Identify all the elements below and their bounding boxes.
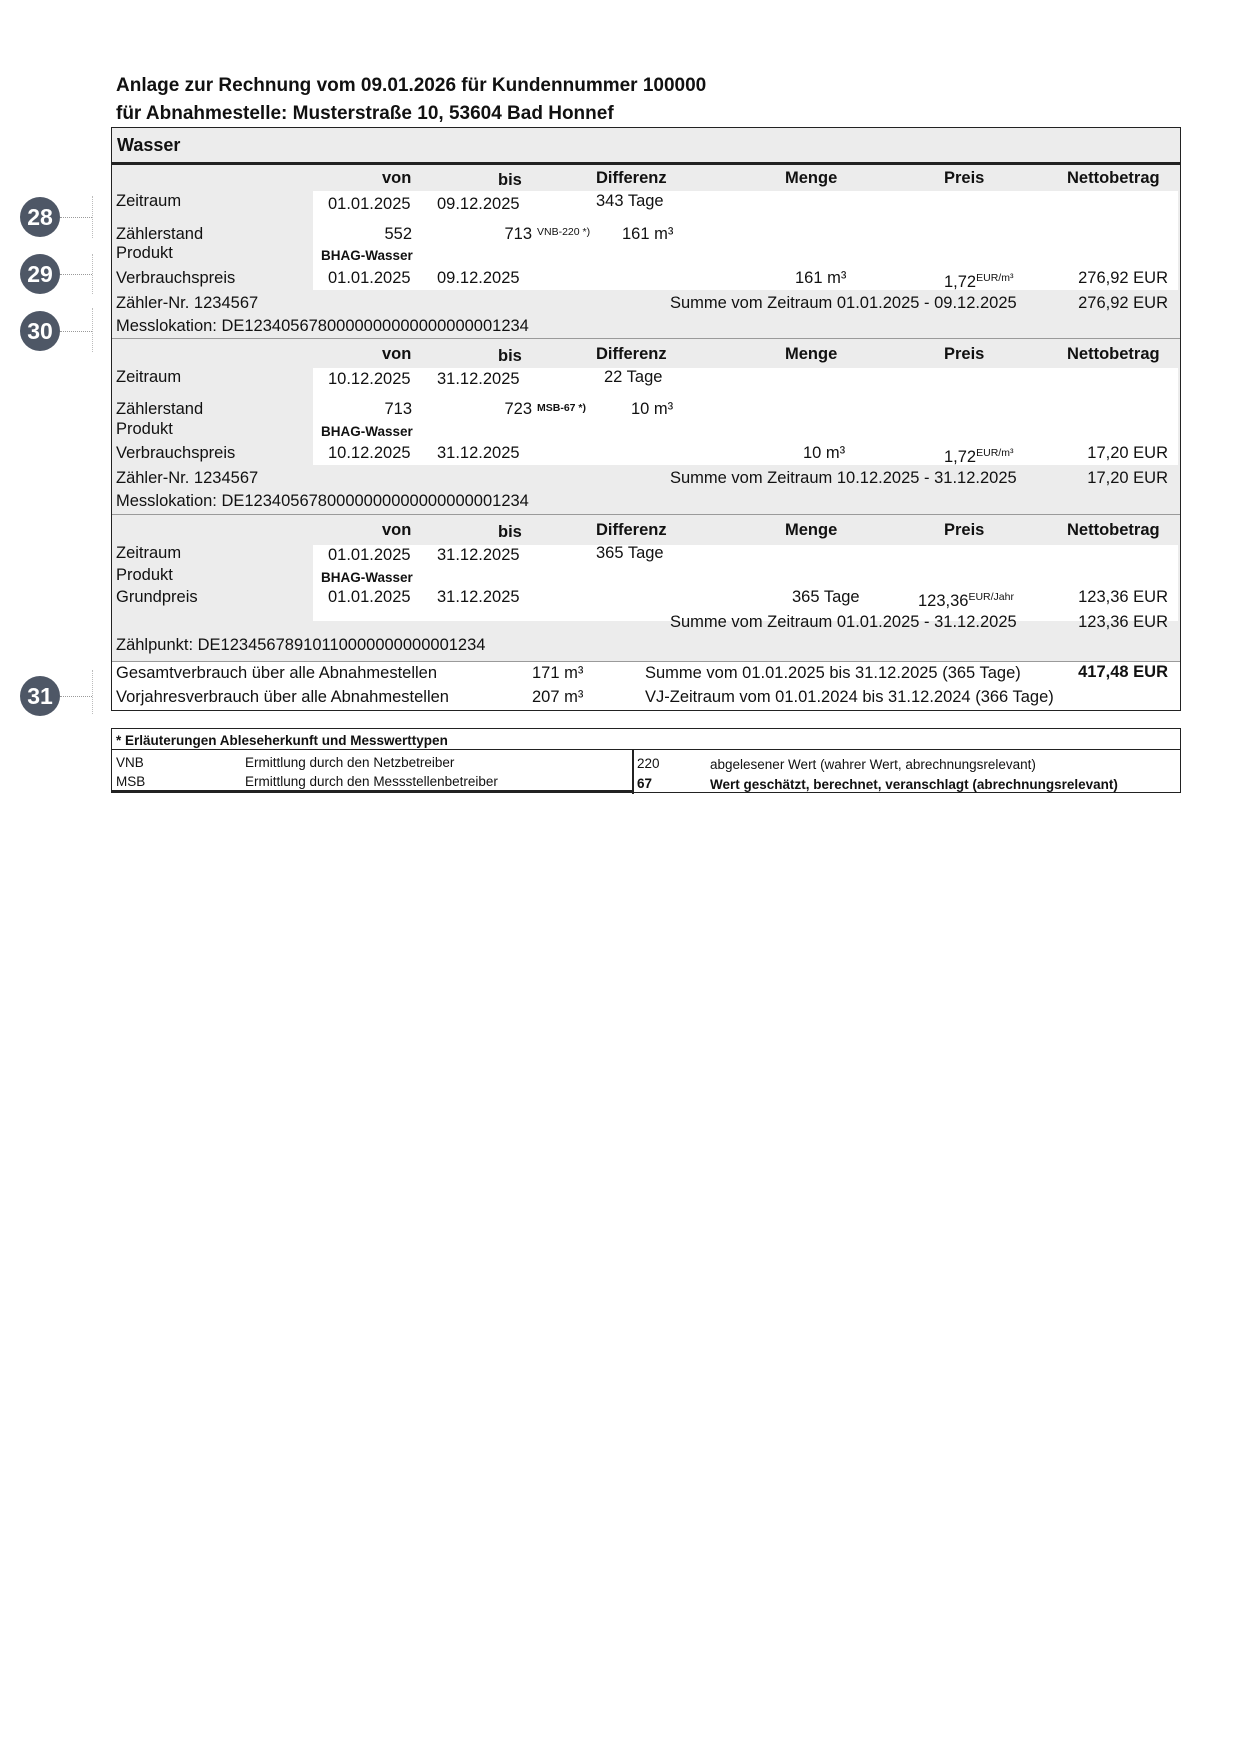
- zaehler-nr: Zähler-Nr. 1234567: [116, 294, 259, 312]
- col-preis: Preis: [944, 345, 985, 363]
- preis-wert: 123,36: [918, 592, 969, 610]
- zaehlerstand-bis: 723: [504, 400, 532, 418]
- zeitraum-von: 01.01.2025: [328, 546, 411, 564]
- verbrauchspreis-netto: 276,92 EUR: [1078, 269, 1168, 287]
- marker-31-leader: [60, 696, 92, 697]
- preis-wert: 1,72: [944, 448, 977, 466]
- gesamtverbrauch-menge: 171 m³: [532, 664, 584, 682]
- summe-zeitraum-wert: 123,36 EUR: [1078, 613, 1168, 631]
- verbrauchspreis-bis: 09.12.2025: [437, 269, 520, 287]
- zaehlerstand-diff: 161 m³: [622, 225, 674, 243]
- zeitraum-label: Zeitraum: [116, 368, 182, 386]
- marker-29: 29: [20, 254, 60, 294]
- preis-einheit: EUR/m³: [976, 447, 1014, 459]
- col-bis: bis: [498, 347, 522, 365]
- verbrauchspreis-menge: 10 m³: [803, 444, 846, 462]
- legend-code-msb: MSB: [116, 774, 146, 789]
- summe-zeitraum-label: Summe vom Zeitraum 01.01.2025 - 09.12.2025: [670, 294, 1017, 312]
- legend-text-220: abgelesener Wert (wahrer Wert, abrechnungsrelevant): [710, 757, 1036, 772]
- grundpreis-netto: 123,36 EUR: [1078, 588, 1168, 606]
- divider: [112, 163, 1180, 165]
- col-differenz: Differenz: [596, 169, 667, 187]
- zeitraum-von: 01.01.2025: [328, 195, 411, 213]
- marker-29-bracket: [92, 254, 93, 294]
- col-bis: bis: [498, 171, 522, 189]
- legend-code-vnb: VNB: [116, 755, 144, 770]
- produkt-label: Produkt: [116, 420, 173, 438]
- zaehlerstand-code: MSB-67 *): [537, 402, 587, 414]
- col-von: von: [382, 169, 412, 187]
- produkt-name: BHAG-Wasser: [321, 570, 413, 585]
- zaehlerstand-label: Zählerstand: [116, 400, 204, 418]
- verbrauchspreis-label: Verbrauchspreis: [116, 444, 236, 462]
- grundpreis-bis: 31.12.2025: [437, 588, 520, 606]
- col-bis: bis: [498, 523, 522, 541]
- marker-31-bracket: [92, 670, 93, 714]
- zaehlerstand-code: VNB-220 *): [537, 226, 591, 238]
- legend-box: [111, 728, 1181, 793]
- zaehlerstand-label: Zählerstand: [116, 225, 204, 243]
- marker-29-leader: [60, 274, 92, 275]
- zeitraum-diff: 365 Tage: [596, 544, 664, 562]
- zeitraum-diff: 343 Tage: [596, 192, 664, 210]
- summe-zeitraum-wert: 17,20 EUR: [1087, 469, 1168, 487]
- divider: [112, 338, 1180, 339]
- col-preis: Preis: [944, 169, 985, 187]
- header-line-1: Anlage zur Rechnung vom 09.01.2026 für Kundennummer 100000: [116, 75, 707, 96]
- gesamt-summe: 417,48 EUR: [1078, 663, 1168, 681]
- zeitraum-bis: 31.12.2025: [437, 370, 520, 388]
- marker-30: 30: [20, 311, 60, 351]
- divider: [112, 514, 1180, 515]
- zaehlerstand-von: 552: [384, 225, 412, 243]
- col-netto: Nettobetrag: [1067, 521, 1160, 539]
- verbrauchspreis-von: 01.01.2025: [328, 269, 411, 287]
- zeitraum-von: 10.12.2025: [328, 370, 411, 388]
- col-von: von: [382, 345, 412, 363]
- messlokation: Messlokation: DE1234056780000000000000000001234: [116, 492, 529, 510]
- zaehlerstand-bis: 713: [504, 225, 532, 243]
- zeitraum-diff: 22 Tage: [604, 368, 663, 386]
- grundpreis-preis: [918, 587, 1014, 611]
- zaehlpunkt: Zählpunkt: DE12345678910110000000000001234: [116, 636, 486, 654]
- summe-zeitraum-label: Summe vom Zeitraum 01.01.2025 - 31.12.2025: [670, 613, 1017, 631]
- legend-title-row: [112, 729, 1180, 750]
- legend-divider: [632, 750, 634, 794]
- vorjahresverbrauch-label: Vorjahresverbrauch über alle Abnahmestellen: [116, 688, 449, 706]
- divider: [112, 661, 1180, 662]
- zeitraum-bis: 31.12.2025: [437, 546, 520, 564]
- summe-zeitraum-label: Summe vom Zeitraum 10.12.2025 - 31.12.2025: [670, 469, 1017, 487]
- legend-text-67: Wert geschätzt, berechnet, veranschlagt (abrechnungsrelevant): [710, 777, 1118, 792]
- produkt-label: Produkt: [116, 566, 173, 584]
- verbrauchspreis-bis: 31.12.2025: [437, 444, 520, 462]
- gesamtverbrauch-label: Gesamtverbrauch über alle Abnahmestellen: [116, 664, 438, 682]
- preis-wert: 1,72: [944, 273, 977, 291]
- summe-zeitraum-wert: 276,92 EUR: [1078, 294, 1168, 312]
- marker-28: 28: [20, 197, 60, 237]
- col-differenz: Differenz: [596, 521, 667, 539]
- col-netto: Nettobetrag: [1067, 345, 1160, 363]
- verbrauchspreis-von: 10.12.2025: [328, 444, 411, 462]
- verbrauchspreis-menge: 161 m³: [795, 269, 847, 287]
- zeitraum-bis: 09.12.2025: [437, 195, 520, 213]
- grundpreis-von: 01.01.2025: [328, 588, 411, 606]
- zeitraum-label: Zeitraum: [116, 544, 182, 562]
- marker-30-leader: [60, 331, 92, 332]
- marker-28-leader: [60, 217, 92, 218]
- zaehlerstand-diff: 10 m³: [631, 400, 674, 418]
- grundpreis-menge: 365 Tage: [792, 588, 860, 606]
- zaehler-nr: Zähler-Nr. 1234567: [116, 469, 259, 487]
- col-preis: Preis: [944, 521, 985, 539]
- marker-30-bracket: [92, 308, 93, 352]
- legend-code-220: 220: [637, 756, 660, 771]
- zeitraum-label: Zeitraum: [116, 192, 182, 210]
- marker-28-bracket: [92, 196, 93, 238]
- col-differenz: Differenz: [596, 345, 667, 363]
- preis-einheit: EUR/m³: [976, 272, 1014, 284]
- produkt-name: BHAG-Wasser: [321, 424, 413, 439]
- legend-code-67: 67: [637, 776, 653, 791]
- produkt-name: BHAG-Wasser: [321, 248, 413, 263]
- col-netto: Nettobetrag: [1067, 169, 1160, 187]
- gesamt-summe-label: Summe vom 01.01.2025 bis 31.12.2025 (365 Tage): [645, 664, 1021, 682]
- vorjahresverbrauch-menge: 207 m³: [532, 688, 584, 706]
- verbrauchspreis-netto: 17,20 EUR: [1087, 444, 1168, 462]
- col-menge: Menge: [785, 169, 838, 187]
- header-line-2: für Abnahmestelle: Musterstraße 10, 53604 Bad Honnef: [116, 103, 614, 124]
- col-menge: Menge: [785, 521, 838, 539]
- zaehlerstand-von: 713: [384, 400, 412, 418]
- produkt-label: Produkt: [116, 244, 173, 262]
- legend-title: * Erläuterungen Ableseherkunft und Messwerttypen: [116, 733, 448, 748]
- invoice-attachment-header: [116, 72, 706, 128]
- col-von: von: [382, 521, 412, 539]
- verbrauchspreis-preis: [944, 443, 1013, 467]
- preis-einheit: EUR/Jahr: [968, 591, 1014, 603]
- messlokation: Messlokation: DE1234056780000000000000000001234: [116, 317, 529, 335]
- legend-text-vnb: Ermittlung durch den Netzbetreiber: [245, 755, 455, 770]
- marker-31: 31: [20, 676, 60, 716]
- legend-text-msb: Ermittlung durch den Messstellenbetreiber: [245, 774, 498, 789]
- grundpreis-label: Grundpreis: [116, 588, 198, 606]
- water-billing-table: [111, 127, 1181, 711]
- col-menge: Menge: [785, 345, 838, 363]
- verbrauchspreis-label: Verbrauchspreis: [116, 269, 236, 287]
- section-title-bar: [112, 128, 1180, 163]
- verbrauchspreis-preis: [944, 268, 1013, 292]
- section-title: Wasser: [117, 135, 181, 155]
- vorjahr-zeitraum: VJ-Zeitraum vom 01.01.2024 bis 31.12.2024 (366 Tage): [645, 688, 1054, 706]
